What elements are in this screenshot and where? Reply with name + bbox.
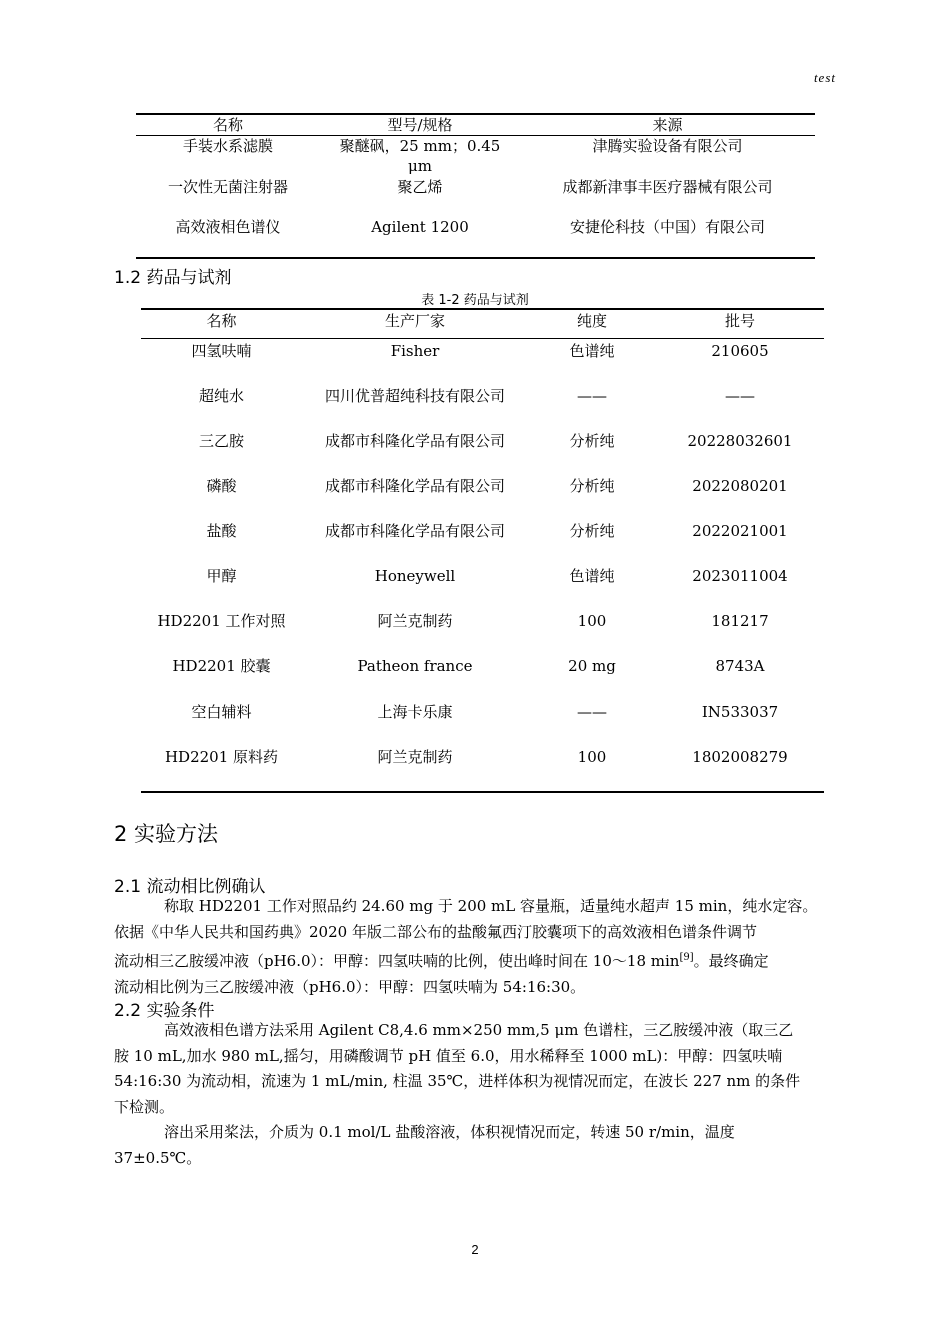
table-cell: 210605 xyxy=(711,342,769,360)
paragraph-line: 溶出采用桨法，介质为 0.1 mol/L 盐酸溶液，体积视情况而定，转速 50 r/min，温度 xyxy=(164,1123,735,1141)
column-header: 生产厂家 xyxy=(384,312,445,330)
section-heading: 2.2 实验条件 xyxy=(114,1001,215,1021)
table-cell: 手装水系滤膜 xyxy=(182,137,273,155)
table-cell: —— xyxy=(577,703,607,721)
table-cell: 100 xyxy=(577,612,607,630)
table-cell: 阿兰克制药 xyxy=(377,748,453,766)
table-cell: 1802008279 xyxy=(692,748,788,766)
table-cell: HD2201 胶囊 xyxy=(172,657,271,675)
chapter-heading: 2 实验方法 xyxy=(114,822,219,846)
table-cell: 甲醇 xyxy=(206,567,237,585)
paragraph-line: 下检测。 xyxy=(114,1097,175,1116)
table-cell: 聚乙烯 xyxy=(397,178,443,196)
column-header: 来源 xyxy=(652,116,683,134)
table-cell: 一次性无菌注射器 xyxy=(167,178,288,196)
table-cell: HD2201 原料药 xyxy=(164,748,279,766)
table-cell: 安捷伦科技（中国）有限公司 xyxy=(569,218,765,236)
table-cell: 阿兰克制药 xyxy=(377,612,453,630)
table-bottom-rule xyxy=(136,257,815,259)
text-run: 流动相三乙胺缓冲液（pH6.0）：甲醇：四氢呋喃的比例，使出峰时间在 10～18 min xyxy=(114,952,680,970)
table-cell: 分析纯 xyxy=(569,477,615,495)
column-header: 纯度 xyxy=(576,312,607,330)
table-header-rule xyxy=(141,338,824,339)
table-cell: 2023011004 xyxy=(692,567,788,585)
table-cell: —— xyxy=(725,387,755,405)
paragraph xyxy=(114,1018,836,1171)
table-top-rule xyxy=(141,308,824,310)
table-cell: 分析纯 xyxy=(569,432,615,450)
section-heading: 2.1 流动相比例确认 xyxy=(114,877,266,897)
table-cell: 三乙胺 xyxy=(198,432,244,450)
text-run: 。最终确定 xyxy=(693,952,769,970)
paragraph-line: 37±0.5℃。 xyxy=(114,1148,202,1167)
paragraph-line xyxy=(114,945,836,975)
column-header: 名称 xyxy=(212,116,243,134)
table-cell: Fisher xyxy=(390,342,440,360)
column-header: 名称 xyxy=(206,312,237,330)
table-cell: 20 mg xyxy=(568,657,616,675)
paragraph-line: 依据《中华人民共和国药典》2020 年版二部公布的盐酸氟西汀胶囊项下的高效液相色谱条件调节 xyxy=(114,922,757,941)
table-cell: 聚醚砜，25 mm；0.45 xyxy=(339,137,501,155)
running-header: test xyxy=(813,70,836,85)
table-cell: 8743A xyxy=(715,657,765,675)
table-cell-wrap: μm xyxy=(408,157,432,175)
column-header: 型号/规格 xyxy=(387,116,453,134)
table-cell: 色谱纯 xyxy=(569,342,615,360)
table-cell: Honeywell xyxy=(374,567,456,585)
table-cell: Agilent 1200 xyxy=(371,218,469,236)
table-caption: 表 1-2 药品与试剂 xyxy=(421,293,529,308)
table-cell: 成都市科隆化学品有限公司 xyxy=(324,432,505,450)
table-cell: 磷酸 xyxy=(206,477,237,495)
table-cell: 分析纯 xyxy=(569,522,615,540)
table-cell: 上海卡乐康 xyxy=(377,703,453,721)
paragraph-line: 胺 10 mL,加水 980 mL,摇匀，用磷酸调节 pH 值至 6.0，用水稀释至 1000 mL)：甲醇：四氢呋喃 xyxy=(114,1046,783,1065)
table-cell: 色谱纯 xyxy=(569,567,615,585)
table-cell: 四川优普超纯科技有限公司 xyxy=(324,387,505,405)
table-cell: —— xyxy=(577,387,607,405)
table-top-rule xyxy=(136,113,815,115)
table-cell: 100 xyxy=(577,748,607,766)
paragraph-line: 流动相比例为三乙胺缓冲液（pH6.0）：甲醇：四氢呋喃为 54:16:30。 xyxy=(114,977,586,996)
table-cell: 超纯水 xyxy=(198,387,244,405)
page-number: 2 xyxy=(471,1242,479,1257)
citation: [9] xyxy=(679,952,694,963)
table-cell: 高效液相色谱仪 xyxy=(175,218,281,236)
table-bottom-rule xyxy=(141,791,824,793)
table-cell: 成都新津事丰医疗器械有限公司 xyxy=(562,178,773,196)
table-cell: 2022021001 xyxy=(692,522,788,540)
table-cell: 空白辅料 xyxy=(191,703,252,721)
paragraph-line: 54:16:30 为流动相，流速为 1 mL/min, 柱温 35℃，进样体积为视情况而定，在波长 227 nm 的条件 xyxy=(114,1072,801,1090)
paragraph xyxy=(114,894,836,1000)
table-header-rule xyxy=(136,135,815,136)
column-header: 批号 xyxy=(724,312,755,330)
table-cell: Patheon france xyxy=(357,657,473,675)
table-cell: IN533037 xyxy=(701,703,779,721)
table-cell: 20228032601 xyxy=(687,432,793,450)
table-cell: 2022080201 xyxy=(692,477,788,495)
table-cell: 成都市科隆化学品有限公司 xyxy=(324,477,505,495)
section-heading: 1.2 药品与试剂 xyxy=(114,268,232,288)
table-cell: HD2201 工作对照 xyxy=(157,612,286,630)
table-cell: 成都市科隆化学品有限公司 xyxy=(324,522,505,540)
paragraph-line: 高效液相色谱方法采用 Agilent C8,4.6 mm×250 mm,5 μm 色谱柱，三乙胺缓冲液（取三乙 xyxy=(164,1021,794,1039)
table-cell: 181217 xyxy=(711,612,769,630)
table-cell: 津腾实验设备有限公司 xyxy=(592,137,743,155)
table-cell: 四氢呋喃 xyxy=(191,342,252,360)
table-cell: 盐酸 xyxy=(206,522,237,540)
paragraph-line: 称取 HD2201 工作对照品约 24.60 mg 于 200 mL 容量瓶，适量纯水超声 15 min，纯水定容。 xyxy=(164,897,818,915)
